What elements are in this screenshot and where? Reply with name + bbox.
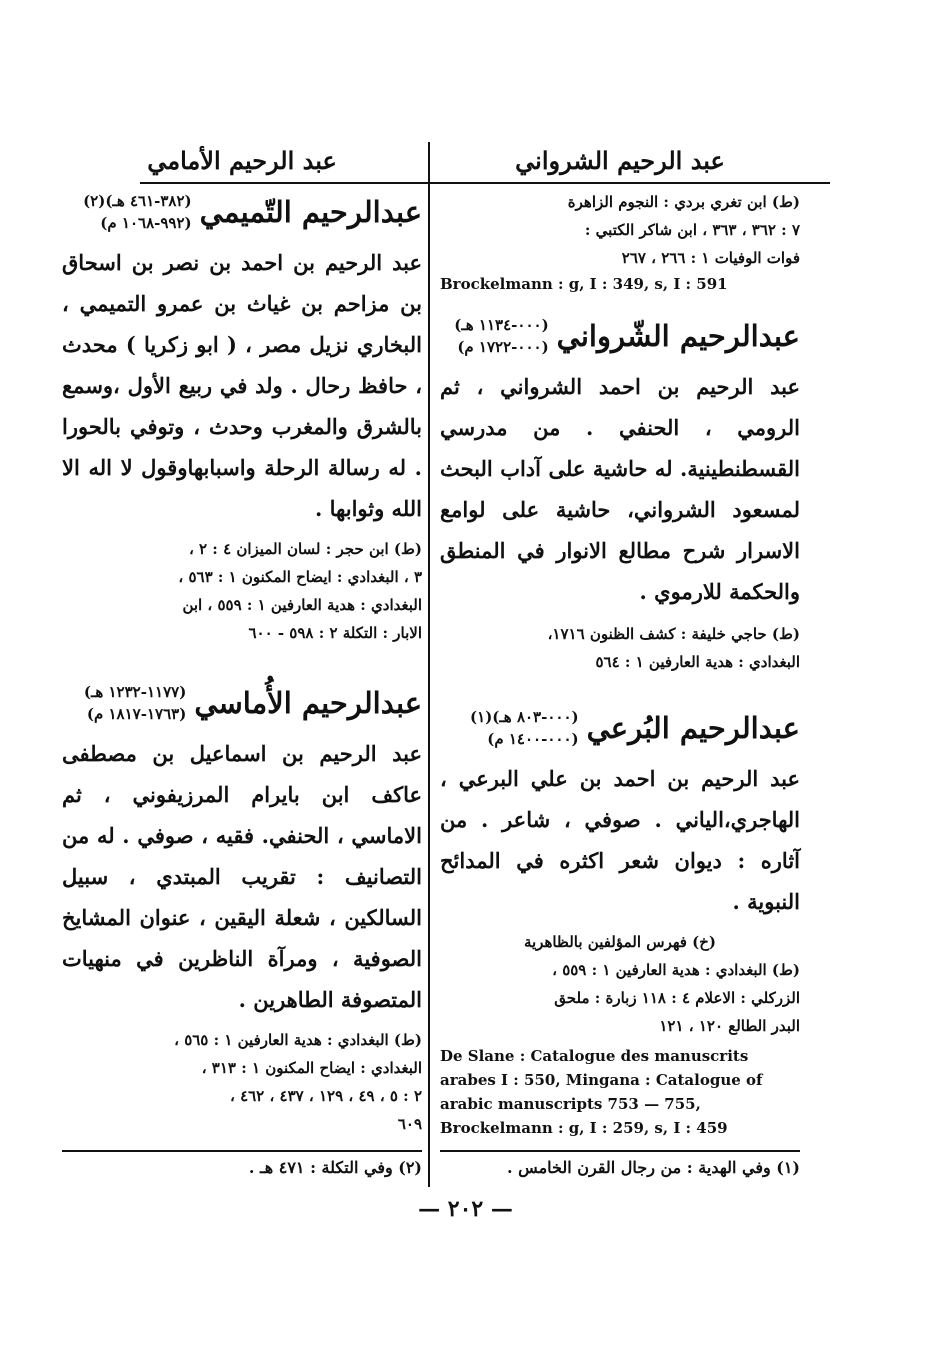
entry-dates	[470, 706, 579, 750]
entry-references	[440, 928, 800, 1140]
left-column	[62, 140, 422, 1138]
reference-line: (ط) البغدادي : هدية العارفين ١ : ٥٥٩ ،	[552, 961, 800, 979]
reference-line: البغدادي : هدية العارفين ١ : ٥٦٤	[595, 653, 800, 671]
reference-line: الابار : التكلة ٢ : ٥٩٨ - ٦٠٠	[248, 624, 422, 642]
entry-shirwani	[440, 314, 800, 676]
entry-heading	[440, 706, 800, 750]
gregorian-dates: (٠٠٠-١٧٢٢ م)	[457, 338, 549, 356]
gregorian-dates: (٩٩٢-١٠٦٨ م)	[100, 214, 192, 232]
entry-heading	[62, 681, 422, 725]
entry-name: عبدالرحيم الأُماسي	[194, 686, 422, 720]
reference-line: ٦٠٩	[397, 1115, 422, 1133]
footnote-right: (١) وفي الهدية : من رجال القرن الخامس .	[507, 1158, 800, 1177]
entry-heading	[62, 190, 422, 234]
entry-dates	[84, 681, 186, 725]
reference-line: البغدادي : هدية العارفين ١ : ٥٥٩ ، ابن	[182, 596, 422, 614]
latin-reference: De Slane : Catalogue des manuscrits arabes I : 550, Mingana : Catalogue of arabic manuscripts 753 — 755, Brockelmann : g, I : 259, s, I : 459	[440, 1047, 763, 1137]
entry-amasi	[62, 681, 422, 1138]
reference-line: ٧ : ٣٦٢ ، ٣٦٣ ، ابن شاكر الكتبي :	[584, 221, 800, 239]
latin-reference: Brockelmann : g, I : 349, s, I : 591	[440, 275, 728, 293]
running-head-right: عبد الرحيم الشرواني	[515, 146, 725, 175]
entry-body: عبد الرحيم بن احمد بن علي البرعي ، الهاجري،الياني . صوفي ، شاعر . من آثاره : ديوان شعر اكثره في المدائح النبوية .	[440, 766, 800, 914]
reference-line: (ط) ابن حجر : لسان الميزان ٤ : ٢ ،	[188, 540, 422, 558]
reference-line: (ط) ابن تغري بردي : النجوم الزاهرة	[567, 193, 800, 211]
column-divider	[428, 142, 430, 1187]
manuscript-reference: (خ) فهرس المؤلفين بالظاهرية	[523, 933, 717, 951]
entry-heading	[440, 314, 800, 358]
page-number: — ٢٠٢ —	[418, 1196, 513, 1222]
entry-dates	[83, 190, 192, 234]
entry-name: عبدالرحيم البُرعي	[586, 711, 800, 745]
gregorian-dates: (١٧٦٣-١٨١٧ م)	[86, 705, 187, 723]
entry-burai	[440, 706, 800, 1140]
entry-references	[62, 535, 422, 647]
reference-line: فوات الوفيات ١ : ٢٦٦ ، ٢٦٧	[621, 249, 800, 267]
entry-body: عبد الرحيم بن احمد الشرواني ، ثم الرومي ، الحنفي . من مدرسي القسطنطينية. له حاشية على آداب البحث لمسعود الشرواني، حاشية على لوامع الاسرار شرح مطالع الانوار في المنطق والحكمة للارموي .	[440, 374, 800, 604]
reference-line: ٢ : ٥ ، ٤٩ ، ١٢٩ ، ٤٣٧ ، ٤٦٢ ،	[229, 1087, 422, 1105]
hijri-dates: (١١٧٧-١٢٣٢ هـ)	[83, 683, 187, 701]
entry-references	[440, 620, 800, 676]
reference-line: البدر الطالع ١٢٠ ، ١٢١	[659, 1017, 800, 1035]
entry-body: عبد الرحيم بن احمد بن نصر بن اسحاق بن مزاحم بن غياث بن عمرو التميمي ، البخاري نزيل مصر ، ( ابو زكريا ) محدث ، حافظ رحال . ولد في ربيع الأول ،وسمع بالشرق والمغرب وحدث ، وتوفي بالحورا . له رسالة الرحلة واسبابهاوقول لا اله الا الله وثوابها .	[62, 250, 422, 521]
entry-dates	[454, 314, 548, 358]
hijri-dates: (٠٠٠-١١٣٤ هـ)	[454, 316, 549, 334]
hijri-dates: (٠٠٠-٨٠٣ هـ)(١)	[470, 708, 579, 726]
gregorian-dates: (٠٠٠-١٤٠٠ م)	[487, 730, 579, 748]
right-column	[440, 140, 800, 1140]
entry-body: عبد الرحيم بن اسماعيل بن مصطفى عاكف ابن بايرام المرزيفوني ، ثم الاماسي ، الحنفي. فقيه ، صوفي . له من التصانيف : تقريب المبتدي ، سبيل السالكين ، شعلة اليقين ، عنوان المشايخ الصوفية ، ومرآة الناظرين في منهيات المتصوفة الطاهرين .	[62, 741, 422, 1012]
entry-tamimi	[62, 190, 422, 647]
entry-name: عبدالرحيم الشّرواني	[556, 319, 800, 353]
footnote-rule-right	[440, 1150, 800, 1152]
reference-line: الزركلي : الاعلام ٤ : ١١٨ زبارة : ملحق	[554, 989, 800, 1007]
reference-line: ٣ ، البغدادي : ايضاح المكنون ١ : ٥٦٣ ،	[178, 568, 422, 586]
footnote-rule-left	[62, 1150, 422, 1152]
reference-line: (ط) البغدادي : هدية العارفين ١ : ٥٦٥ ،	[174, 1031, 422, 1049]
entry-references	[62, 1026, 422, 1138]
entry-name: عبدالرحيم التّميمي	[199, 195, 422, 229]
top-references	[440, 188, 800, 296]
running-head-left: عبد الرحيم الأمامي	[147, 146, 337, 175]
reference-line: (ط) حاجي خليفة : كشف الظنون ١٧١٦،	[547, 625, 800, 643]
hijri-dates: (٣٨٢-٤٦١ هـ)(٢)	[83, 192, 192, 210]
reference-line: البغدادي : ايضاح المكنون ١ : ٣١٣ ،	[201, 1059, 422, 1077]
footnote-left: (٢) وفي التكلة : ٤٧١ هـ .	[248, 1158, 422, 1177]
